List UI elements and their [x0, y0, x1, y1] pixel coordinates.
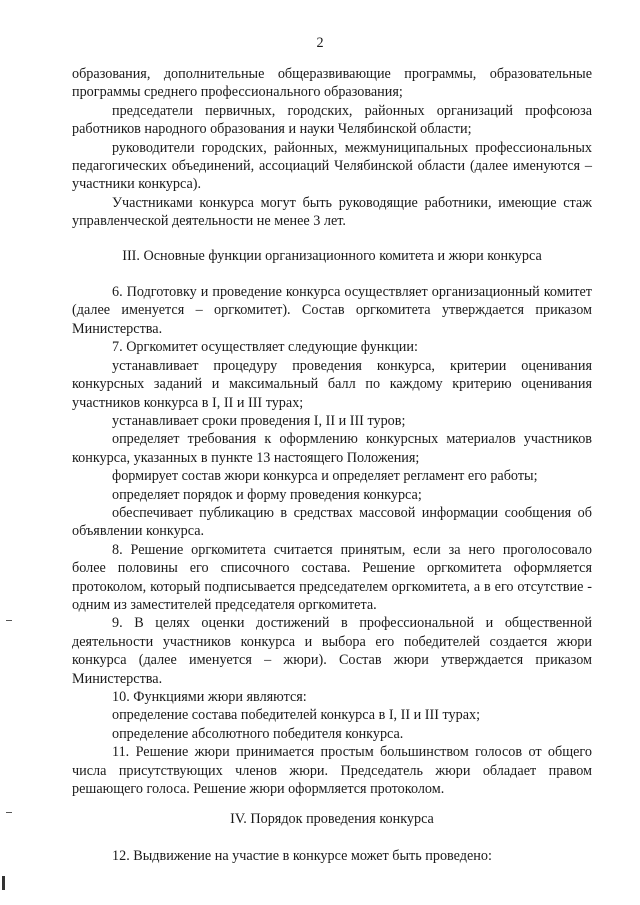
- paragraph-item-8: 8. Решение оргкомитета считается принятым, если за него проголосовало более половины его списочного состава. Решение оргкомитета оформляется протоколом, который подписывается председателем оргкомитета, а в его отсутствие - одним из заместителей председателя оргкомитета.: [72, 541, 592, 613]
- list-item-absolute-winner: определение абсолютного победителя конкурса.: [112, 725, 404, 742]
- list-item-winners: определение состава победителей конкурса в I, II и III турах;: [112, 707, 481, 724]
- paragraph-participant-experience: Участниками конкурса могут быть руководящие работники, имеющие стаж управленческой деятельности не менее 3 лет.: [72, 194, 592, 230]
- section-heading-4: IV. Порядок проведения конкурса: [230, 811, 434, 828]
- list-item-jury-formation: формирует состав жюри конкурса и определяет регламент его работы;: [112, 468, 538, 485]
- page-number: 2: [316, 35, 324, 51]
- paragraph-item-6: 6. Подготовку и проведение конкурса осуществляет организационный комитет (далее именуется – оргкомитет). Состав оргкомитета утверждается приказом Министерства.: [72, 284, 592, 337]
- paragraph-trade-union-chairs: председатели первичных, городских, районных организаций профсоюза работников народного образования и науки Челябинской области;: [72, 102, 592, 138]
- section-heading-3: III. Основные функции организационного комитета и жюри конкурса: [122, 247, 542, 264]
- paragraph-item-12: 12. Выдвижение на участие в конкурсе может быть проведено:: [112, 847, 492, 864]
- list-item-order-form: определяет порядок и форму проведения конкурса;: [112, 486, 422, 503]
- paragraph-continued: образования, дополнительные общеразвивающие программы, образовательные программы среднего профессионального образования;: [72, 66, 592, 101]
- paragraph-item-9: 9. В целях оценки достижений в профессиональной и общественной деятельности участников конкурса и выбора его победителей создается жюри конкурса (далее именуется – жюри). Состав жюри утверждается приказом Министерства.: [72, 615, 592, 687]
- paragraph-item-11: 11. Решение жюри принимается простым большинством голосов от общего числа присутствующих членов жюри. Председатель жюри обладает правом решающего голоса. Решение жюри оформляется протоколом.: [72, 744, 592, 798]
- scan-mark: [2, 876, 5, 890]
- scan-mark: [6, 812, 12, 813]
- scan-mark: [6, 620, 12, 621]
- list-item-requirements: определяет требования к оформлению конкурсных материалов участников конкурса, указанных в пункте 13 настоящего Положения;: [72, 431, 592, 466]
- list-item-publication: обеспечивает публикацию в средствах массовой информации сообщения об объявлении конкурса.: [72, 504, 592, 540]
- paragraph-association-heads: руководители городских, районных, межмуниципальных профессиональных педагогических объединений, ассоциаций Челябинской области (далее именуются – участники конкурса).: [72, 139, 592, 193]
- list-item-deadlines: устанавливает сроки проведения I, II и III туров;: [112, 412, 406, 429]
- paragraph-item-10: 10. Функциями жюри являются:: [112, 689, 307, 705]
- paragraph-item-7: 7. Оргкомитет осуществляет следующие функции:: [112, 339, 418, 356]
- list-item-procedure: устанавливает процедуру проведения конкурса, критерии оценивания конкурсных заданий и максимальный балл по каждому критерию оценивания участников конкурса в I, II и III турах;: [72, 357, 592, 411]
- document-body: [72, 65, 592, 865]
